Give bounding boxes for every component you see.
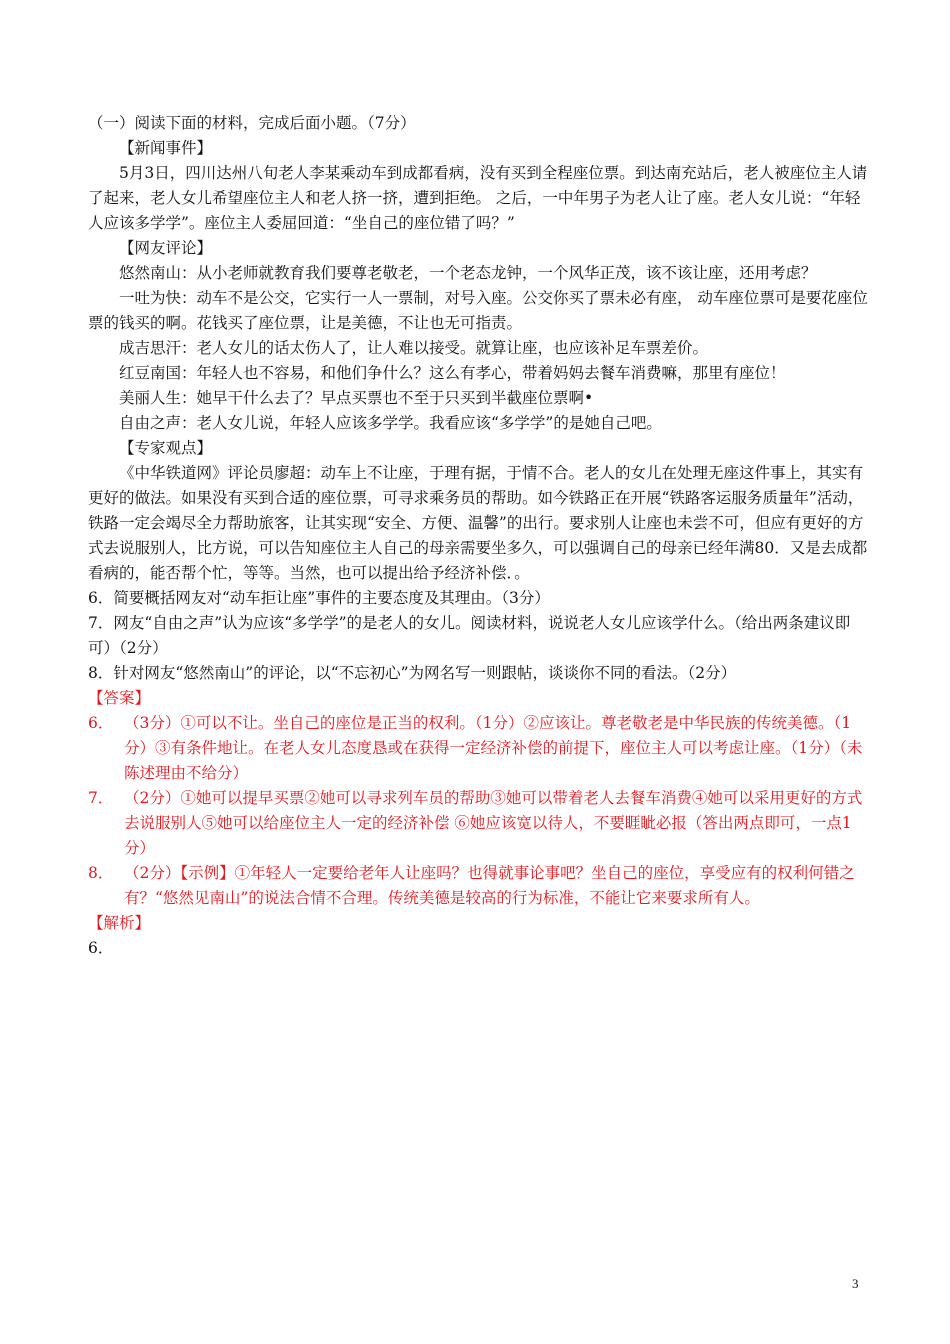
answer-text: （2分）【示例】①年轻人一定要给老年人让座吗？也得就事论事吧？坐自己的座位，享受应有的权利何错之有？“悠然见南山”的说法合情不合理。传统美德是较高的行为标准，不能让它来要求所有人。 bbox=[124, 864, 855, 907]
comment-item: 自由之声：老人女儿说，年轻人应该多学学。我看应该“多学学”的是她自己吧。 bbox=[119, 414, 662, 432]
analysis-heading: 【解析】 bbox=[88, 914, 151, 932]
answer-text: （3分）①可以不让。坐自己的座位是正当的权利。（1分）②应该让。尊老敬老是中华民族的传统美德。（1分）③有条件地让。在老人女儿态度恳或在获得一定经济补偿的前提下，座位主人可以考虑让座。（1分）（未陈述理由不给分） bbox=[124, 714, 863, 782]
comment-item: 美丽人生：她早干什么去了？早点买票也不至于只买到半截座位票啊• bbox=[119, 389, 594, 407]
comment-item: 一吐为快：动车不是公交，它实行一人一票制，对号入座。公交你买了票未必有座， 动车座位票可是要花座位票的钱买的啊。花钱买了座位票，让是美德，不让也无可指责。 bbox=[88, 289, 868, 332]
news-heading: 【新闻事件】 bbox=[119, 139, 213, 157]
comment-item: 悠然南山：从小老师就教育我们要尊老敬老，一个老态龙钟，一个风华正茂，该不该让座，还用考虑？ bbox=[119, 264, 817, 282]
analysis-start: 6． bbox=[88, 939, 114, 957]
answer-number: 7． bbox=[88, 789, 114, 807]
comment-item: 红豆南国：年轻人也不容易，和他们争什么？这么有孝心，带着妈妈去餐车消费嘛，那里有座位！ bbox=[119, 364, 786, 382]
answer-8 bbox=[88, 861, 870, 911]
document-body bbox=[88, 111, 870, 961]
question-7: 7．网友“自由之声”认为应该“多学学”的是老人的女儿。阅读材料，说说老人女儿应该学什么。（给出两条建议即可）（2分） bbox=[88, 614, 851, 657]
answer-7 bbox=[88, 786, 870, 861]
section-title: （一）阅读下面的材料，完成后面小题。（7分） bbox=[88, 114, 416, 132]
news-text: 5月3日，四川达州八旬老人李某乘动车到成都看病，没有买到全程座位票。到达南充站后，老人被座位主人请了起来，老人女儿希望座位主人和老人挤一挤，遭到拒绝。 之后，一中年男子为老人让了座。老人女儿说：“年轻人应该多学学”。座位主人委屈回道：“坐自己的座位错了吗？” bbox=[88, 164, 868, 232]
question-6: 6．简要概括网友对“动车拒让座”事件的主要态度及其理由。（3分） bbox=[88, 589, 550, 607]
page-number: 3 bbox=[852, 1276, 859, 1291]
answer-6 bbox=[88, 711, 870, 786]
answer-text: （2分）①她可以提早买票②她可以寻求列车员的帮助③她可以带着老人去餐车消费④她可以采用更好的方式去说服别人⑤她可以给座位主人一定的经济补偿 ⑥她应该宽以待人，不要睚眦必报（答出两点即可，一点1分） bbox=[124, 789, 863, 857]
expert-text: 《中华铁道网》评论员廖超：动车上不让座，于理有据，于情不合。老人的女儿在处理无座这件事上，其实有更好的做法。如果没有买到合适的座位票，可寻求乘务员的帮助。如今铁路正在开展“铁路客运服务质量年”活动，铁路一定会竭尽全力帮助旅客，让其实现“安全、方便、温馨”的出行。要求别人让座也未尝不可，但应有更好的方式去说服别人，比方说，可以告知座位主人自己的母亲需要坐多久，可以强调自己的母亲已经年满80．又是去成都看病的，能否帮个忙，等等。当然，也可以提出给予经济补偿．。 bbox=[88, 464, 868, 582]
answer-heading: 【答案】 bbox=[88, 689, 151, 707]
answer-number: 8． bbox=[88, 864, 114, 882]
comment-item: 成吉思汗：老人女儿的话太伤人了，让人难以接受。就算让座，也应该补足车票差价。 bbox=[119, 339, 709, 357]
answer-number: 6． bbox=[88, 714, 114, 732]
question-8: 8．针对网友“悠然南山”的评论，以“不忘初心”为网名写一则跟帖，谈谈你不同的看法。（2分） bbox=[88, 664, 737, 682]
expert-heading: 【专家观点】 bbox=[119, 439, 213, 457]
comments-heading: 【网友评论】 bbox=[119, 239, 213, 257]
